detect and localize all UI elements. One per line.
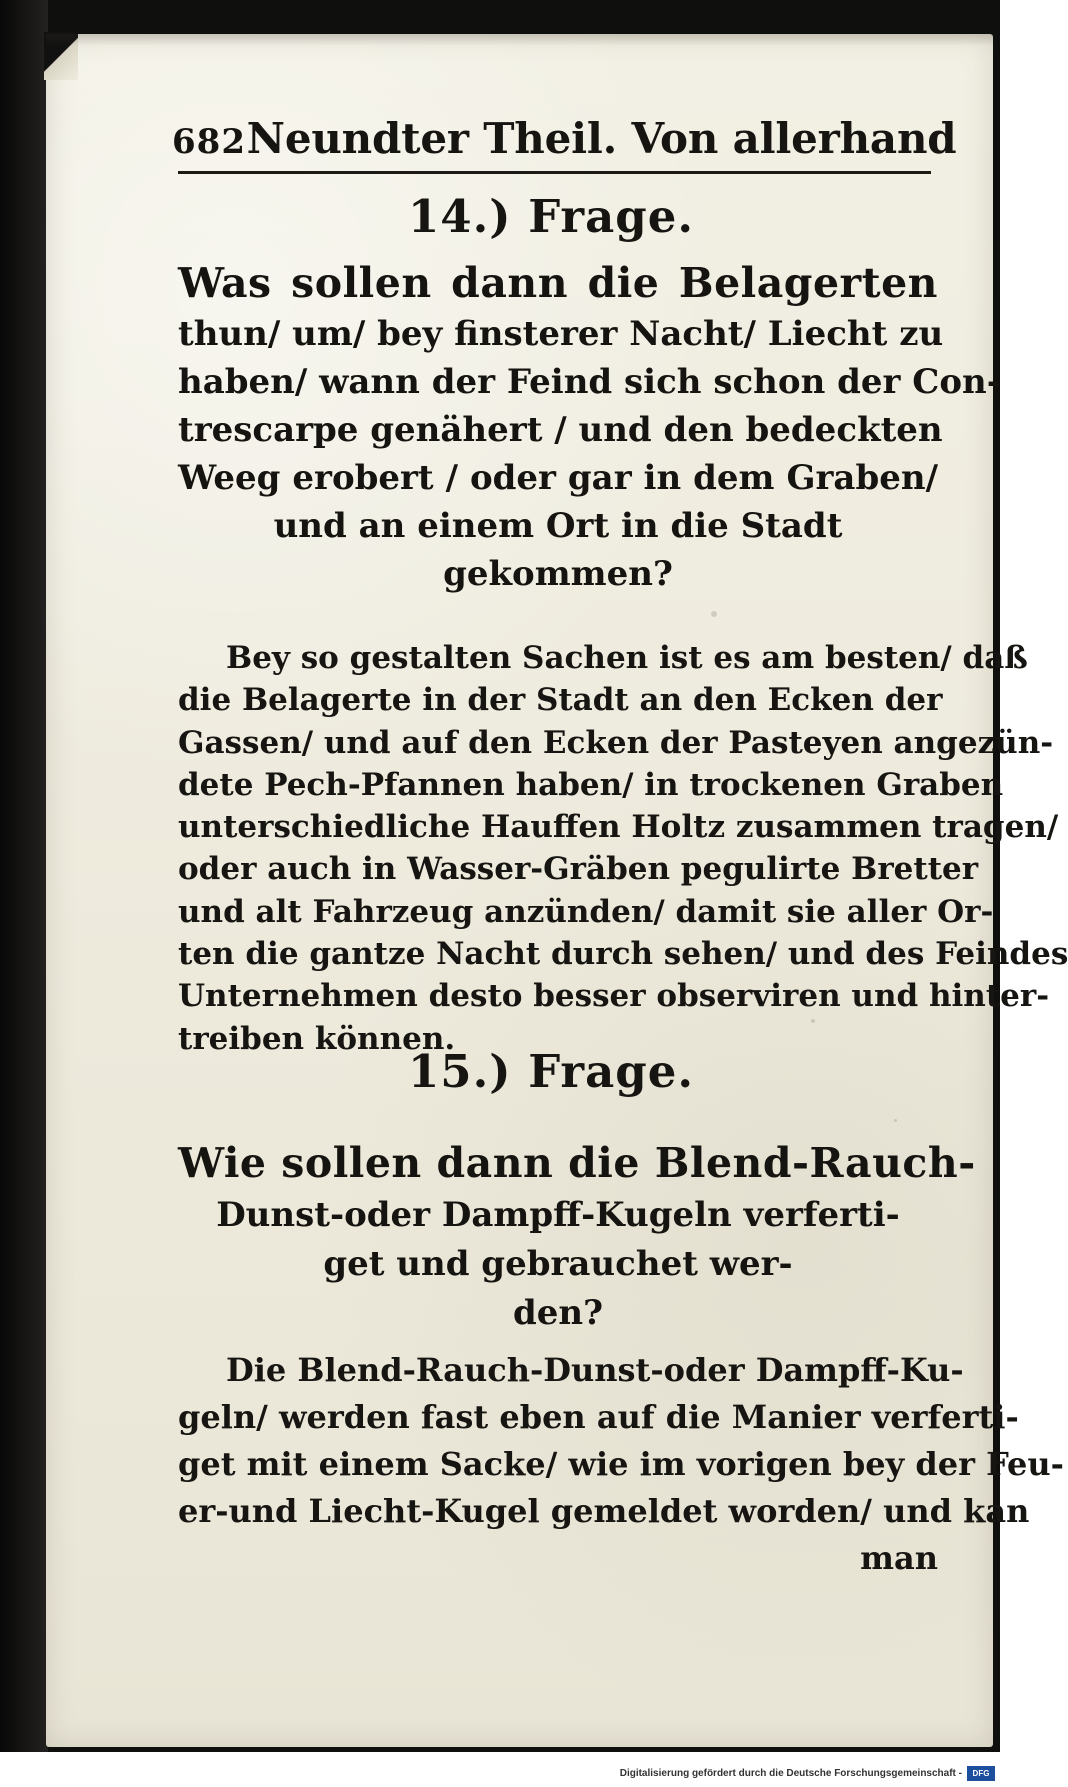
- answer-line: Bey so gestalten Sachen ist es am besten/ daß: [226, 640, 1028, 676]
- answer-line: ten die gantze Nacht durch sehen/ und des Feindes: [178, 936, 1068, 973]
- paper-spot: [811, 1019, 815, 1023]
- running-title: Neundter Theil. Von allerhand: [246, 114, 957, 163]
- question-line: thun/ um/ bey finsterer Nacht/ Liecht zu: [178, 314, 944, 354]
- question-text: [178, 1135, 976, 1338]
- running-head: [172, 110, 957, 168]
- answer-line: get mit einem Sacke/ wie im vorigen bey der Feu-: [178, 1445, 1064, 1483]
- question-line: gekommen?: [443, 554, 673, 594]
- paper-spot: [711, 611, 717, 617]
- question-text: [178, 256, 1001, 598]
- question-line: Wie sollen dann die Blend-Rauch-: [178, 1139, 976, 1187]
- question-line: und an einem Ort in die Stadt: [273, 506, 843, 546]
- answer-paragraph: [178, 1347, 1064, 1582]
- book-page: [46, 34, 1068, 1747]
- question-line: get und gebrauchet wer-: [323, 1244, 793, 1284]
- question-heading: 14.) Frage.: [407, 190, 695, 243]
- answer-line: und alt Fahrzeug anzünden/ damit sie aller Or-: [178, 893, 994, 930]
- question-line: Dunst-oder Dampff-Kugeln verferti-: [216, 1195, 900, 1235]
- dfg-logo: DFG: [967, 1766, 995, 1781]
- answer-line: Unternehmen desto besser observiren und hinter-: [178, 978, 1050, 1015]
- answer-paragraph: [178, 637, 1068, 1060]
- answer-line: die Belagerte in der Stadt an den Ecken der: [178, 682, 943, 719]
- catchword: man: [860, 1539, 938, 1577]
- question-line: haben/ wann der Feind sich schon der Con-: [178, 362, 1001, 402]
- question-line: Was sollen dann die Belagerten: [178, 259, 938, 307]
- question-line: den?: [512, 1293, 604, 1333]
- answer-line: treiben können.: [178, 1020, 456, 1057]
- page-top-shadow: [46, 34, 993, 46]
- page-number: 682: [172, 122, 246, 162]
- answer-line: Gassen/ und auf den Ecken der Pasteyen angezün-: [178, 724, 1054, 761]
- scan-dark-border: [0, 0, 48, 1752]
- answer-line: oder auch in Wasser-Gräben pegulirte Bretter: [178, 851, 979, 888]
- question-line: Weeg erobert / oder gar in dem Graben/: [178, 458, 938, 498]
- header-rule: [178, 171, 931, 174]
- paper-spot: [894, 1119, 897, 1122]
- answer-line: Die Blend-Rauch-Dunst-oder Dampff-Ku-: [226, 1351, 964, 1389]
- funding-note: Digitalisierung gefördert durch die Deutsche Forschungsgemeinschaft -: [619, 1768, 962, 1779]
- answer-line: er-und Liecht-Kugel gemeldet worden/ und kan: [178, 1492, 1030, 1530]
- question-line: trescarpe genähert / und den bedeckten: [178, 410, 943, 450]
- answer-line: unterschiedliche Hauffen Holtz zusammen tragen/: [178, 809, 1059, 846]
- answer-line: geln/ werden fast eben auf die Manier verferti-: [178, 1398, 1019, 1436]
- answer-line: dete Pech-Pfannen haben/ in trockenen Graben: [178, 766, 1004, 803]
- digitization-footer: [0, 1752, 1000, 1787]
- question-heading: 15.) Frage.: [407, 1045, 695, 1098]
